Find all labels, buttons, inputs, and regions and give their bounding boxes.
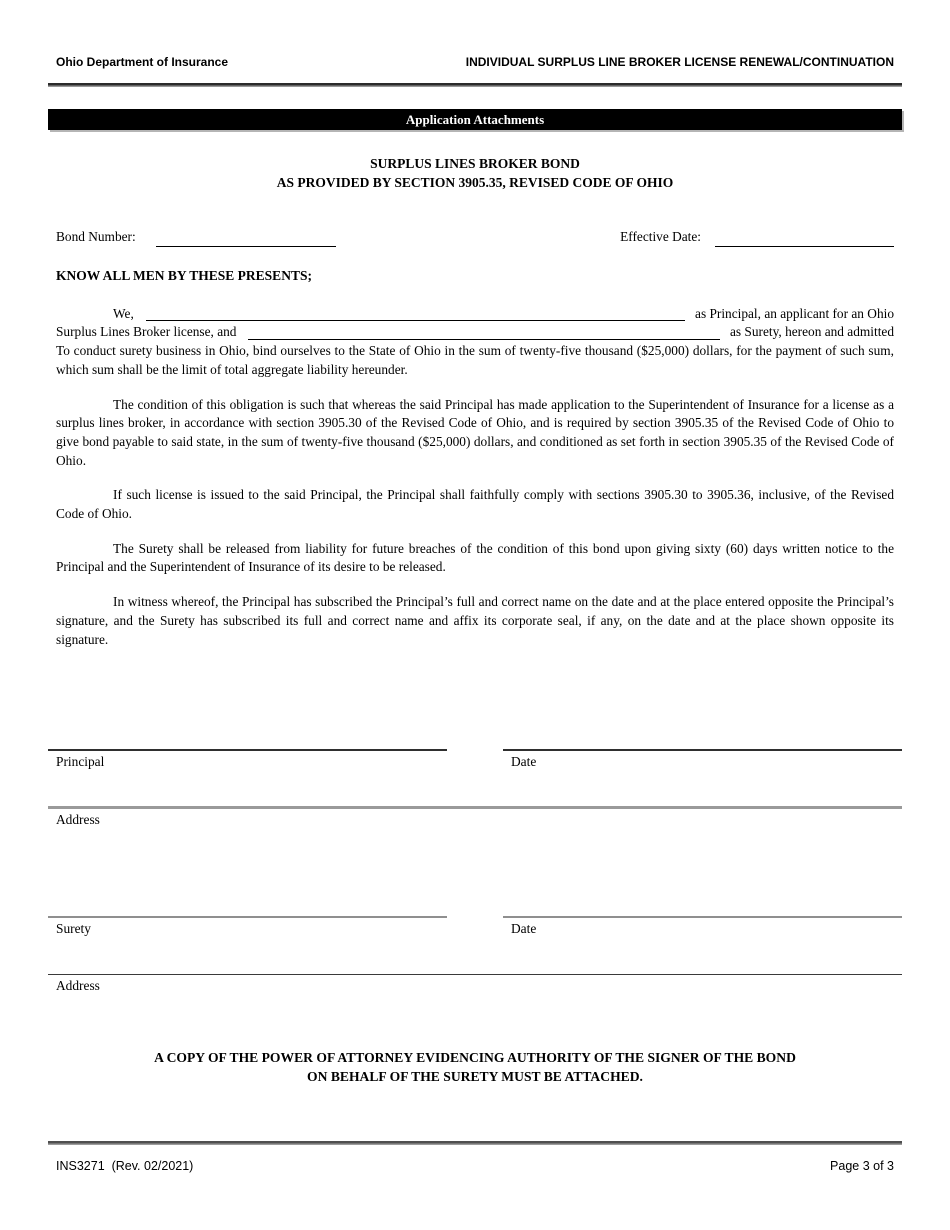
page-header bbox=[56, 55, 894, 69]
surety-address-block bbox=[48, 974, 902, 994]
paragraph-license-issued: If such license is issued to the said Principal, the Principal shall faithfully comply with sections 3905.30 to 3905.36, inclusive, of the Revised Code of Ohio. bbox=[56, 487, 894, 522]
header-form-title: INDIVIDUAL SURPLUS LINE BROKER LICENSE RENEWAL/CONTINUATION bbox=[465, 55, 894, 69]
we-line-2 bbox=[56, 323, 894, 342]
we-line-1 bbox=[56, 305, 894, 324]
paragraph-surety-release: The Surety shall be released from liability for future breaches of the condition of this bond upon giving sixty (60) days written notice to the Principal and the Superintendent of Insurance of its desire to be released. bbox=[56, 540, 894, 575]
paragraph-we bbox=[56, 305, 894, 380]
power-of-attorney-note bbox=[48, 1049, 902, 1086]
effective-date-label: Effective Date: bbox=[620, 229, 701, 244]
presents-heading: KNOW ALL MEN BY THESE PRESENTS; bbox=[56, 267, 312, 283]
paragraph-witness: In witness whereof, the Principal has subscribed the Principal’s full and correct name on the date and at the place entered opposite the Principal’s signature, and the Surety has subscribed its full and correct name and affix its corporate seal, if any, on the date and at the place shown opposite its signature. bbox=[56, 594, 894, 647]
principal-signature-block bbox=[48, 749, 447, 770]
page-footer bbox=[56, 1159, 894, 1173]
we-text: We, bbox=[113, 305, 134, 321]
header-department: Ohio Department of Insurance bbox=[56, 55, 229, 69]
bond-number-field[interactable] bbox=[156, 231, 336, 247]
surety-date-line[interactable] bbox=[503, 916, 902, 918]
surety-signature-block bbox=[48, 916, 447, 937]
paragraph-condition: The condition of this obligation is such that whereas the said Principal has made application to the Superintendent of Insurance for a license as a surplus lines broker, in accordance with section 3905.30 of the Revised Code of Ohio, and is required by section 3905.35 of the Revised Code of Ohio to give bond payable to said state, in the sum of twenty-five thousand ($25,000) dollars, and conditioned as set forth in section 3905.35 of the Revised Code of Ohio. bbox=[56, 396, 894, 468]
principal-address-line[interactable] bbox=[48, 806, 902, 809]
footer-rule bbox=[48, 1141, 902, 1145]
footer-page-number: Page 3 of 3 bbox=[830, 1159, 894, 1173]
principal-date-line[interactable] bbox=[503, 749, 902, 751]
surety-date-block bbox=[503, 916, 902, 937]
principal-name-field[interactable] bbox=[146, 306, 685, 321]
paragraph-we-continuation: To conduct surety business in Ohio, bind ourselves to the State of Ohio in the sum of twenty-five thousand ($25,000) dollars, for the payment of such sum, which sum shall be the limit of total aggregate liability hereunder. bbox=[56, 343, 894, 377]
principal-date-block bbox=[503, 749, 902, 770]
header-rule bbox=[48, 83, 902, 87]
principal-address-block bbox=[48, 806, 902, 828]
power-of-attorney-note-line2: ON BEHALF OF THE SURETY MUST BE ATTACHED. bbox=[307, 1068, 643, 1084]
signature-gap bbox=[447, 749, 503, 770]
document-title-line2: AS PROVIDED BY SECTION 3905.35, REVISED CODE OF OHIO bbox=[276, 174, 674, 190]
footer-form-number: INS3271 (Rev. 02/2021) bbox=[56, 1159, 194, 1173]
principal-signature-line[interactable] bbox=[48, 749, 447, 751]
principal-address-label: Address bbox=[56, 812, 100, 828]
principal-date-label: Date bbox=[511, 754, 537, 770]
surety-address-label: Address bbox=[56, 978, 100, 994]
application-attachments-banner bbox=[48, 109, 902, 130]
signature-gap bbox=[447, 916, 503, 937]
surety-address-line[interactable] bbox=[48, 974, 902, 975]
bond-fields-row bbox=[56, 228, 894, 247]
surety-label: Surety bbox=[56, 921, 91, 937]
after-surety-text: as Surety, hereon and admitted bbox=[729, 324, 894, 340]
principal-signature-row bbox=[48, 749, 902, 770]
document-title-line1: SURPLUS LINES BROKER BOND bbox=[370, 156, 580, 171]
document-title bbox=[48, 155, 902, 192]
principal-label: Principal bbox=[56, 754, 105, 770]
surety-signature-line[interactable] bbox=[48, 916, 447, 918]
banner-title: Application Attachments bbox=[405, 111, 545, 127]
power-of-attorney-note-line1: A COPY OF THE POWER OF ATTORNEY EVIDENCING AUTHORITY OF THE SIGNER OF THE BOND bbox=[154, 1050, 796, 1066]
effective-date-field[interactable] bbox=[715, 231, 894, 247]
line2-start-text: Surplus Lines Broker license, and bbox=[56, 324, 237, 340]
surety-signature-row bbox=[48, 916, 902, 937]
after-principal-text: as Principal, an applicant for an Ohio bbox=[695, 305, 894, 321]
surety-date-label: Date bbox=[511, 921, 537, 937]
surety-name-field[interactable] bbox=[248, 325, 719, 340]
bond-number-label: Bond Number: bbox=[56, 229, 136, 244]
